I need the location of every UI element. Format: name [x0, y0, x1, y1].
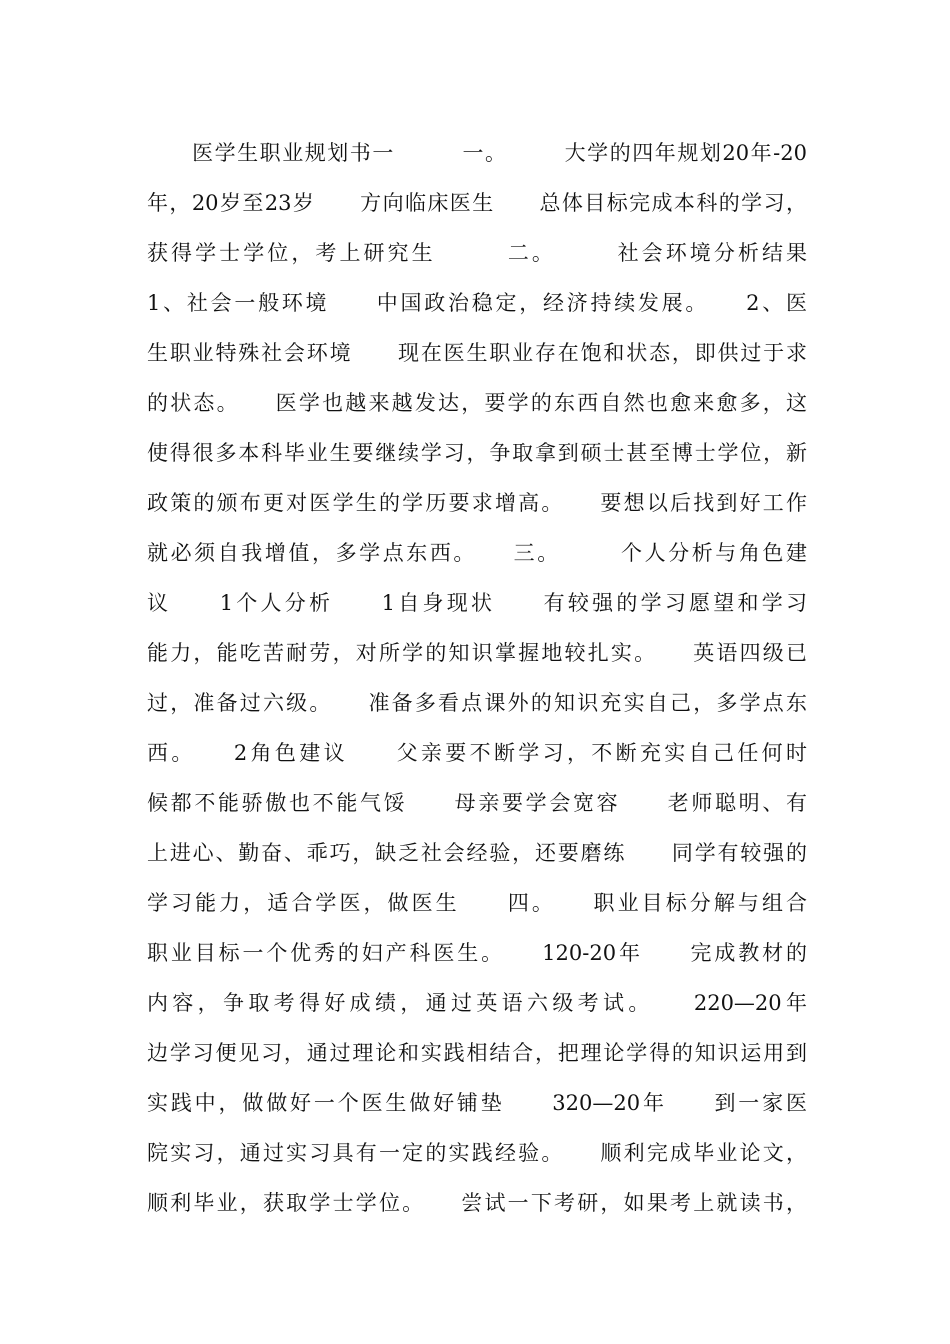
text-line-4: 1、社会一般环境 中国政治稳定，经济持续发展。 2、医 — [147, 291, 807, 315]
text-line-22: 顺利毕业，获取学士学位。 尝试一下考研，如果考上就读书， — [147, 1191, 807, 1215]
text-line-13: 西。 2角色建议 父亲要不断学习，不断充实自己任何时 — [147, 741, 807, 765]
text-line-3: 获得学士学位，考上研究生 二。 社会环境分析结果 — [147, 241, 807, 265]
text-line-2: 年，20岁至23岁 方向临床医生 总体目标完成本科的学习， — [147, 191, 807, 215]
text-line-1: 医学生职业规划书一 一。 大学的四年规划20年-20 — [147, 141, 807, 165]
text-line-20: 实践中，做做好一个医生做好铺垫 320—20年 到一家医 — [147, 1091, 807, 1115]
text-line-18: 内容，争取考得好成绩，通过英语六级考试。 220—20年 — [147, 991, 807, 1015]
text-line-10: 议 1个人分析 1自身现状 有较强的学习愿望和学习 — [147, 591, 807, 615]
text-line-7: 使得很多本科毕业生要继续学习，争取拿到硕士甚至博士学位，新 — [147, 441, 807, 465]
text-line-16: 学习能力，适合学医，做医生 四。 职业目标分解与组合 — [147, 891, 807, 915]
text-line-11: 能力，能吃苦耐劳，对所学的知识掌握地较扎实。 英语四级已 — [147, 641, 807, 665]
text-line-14: 候都不能骄傲也不能气馁 母亲要学会宽容 老师聪明、有 — [147, 791, 807, 815]
text-line-9: 就必须自我增值，多学点东西。 三。 个人分析与角色建 — [147, 541, 807, 565]
text-line-8: 政策的颁布更对医学生的学历要求增高。 要想以后找到好工作 — [147, 491, 807, 515]
text-line-19: 边学习便见习，通过理论和实践相结合，把理论学得的知识运用到 — [147, 1041, 807, 1065]
text-line-5: 生职业特殊社会环境 现在医生职业存在饱和状态，即供过于求 — [147, 341, 807, 365]
text-line-15: 上进心、勤奋、乖巧，缺乏社会经验，还要磨练 同学有较强的 — [147, 841, 807, 865]
document-body — [147, 128, 807, 1228]
text-line-17: 职业目标一个优秀的妇产科医生。 120-20年 完成教材的 — [147, 941, 807, 965]
text-line-6: 的状态。 医学也越来越发达，要学的东西自然也愈来愈多，这 — [147, 391, 807, 415]
text-line-12: 过，准备过六级。 准备多看点课外的知识充实自己，多学点东 — [147, 691, 807, 715]
text-line-21: 院实习，通过实习具有一定的实践经验。 顺利完成毕业论文， — [147, 1141, 807, 1165]
